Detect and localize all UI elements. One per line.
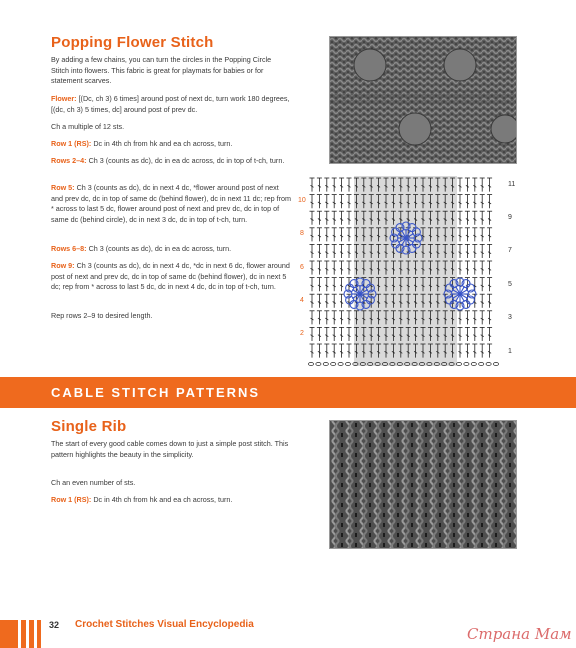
chain-stitch-symbol [493,362,498,365]
popping-chain: Ch a multiple of 12 sts. [51,122,125,131]
chart-row-number-10: 10 [298,197,306,204]
chain-stitch-symbol [338,362,343,365]
chart-row-number-11: 11 [508,181,516,188]
row1-label: Row 1 (RS): [51,139,92,148]
chart-row-number-8: 8 [300,230,304,237]
single-rib-row1-text: Dc in 4th ch from hk and ea ch across, turn. [93,495,233,504]
section-banner [0,377,576,408]
chart-row-number-9: 9 [508,214,512,221]
chain-stitch-symbol [471,362,476,365]
popping-flower-swatch-photo [329,36,517,164]
section-banner-title: CABLE STITCH PATTERNS [51,385,261,400]
rows24-text: Ch 3 (counts as dc), dc in ea dc across, dc in top of t-ch, turn. [88,156,285,165]
row9-text: Ch 3 (counts as dc), dc in next 4 dc, *dc in next 6 dc, flower around post of next and prev dc, dc in top of same dc (behind flower), dc in next 5 dc; rep from * across to last 5 dc, dc in next 4 dc, dc in top of t-ch, turn. [51,261,290,292]
chart-row-number-6: 6 [300,264,304,271]
footer-accent-bar [0,620,18,648]
section-title-single-rib: Single Rib [51,418,127,435]
flower-label: Flower: [51,94,77,103]
rows24-label: Rows 2–4: [51,156,87,165]
popping-rows6-8 [51,244,291,255]
chain-stitch-symbol [316,362,321,365]
chain-stitch-symbol [323,362,328,365]
stitch-chart-svg [298,172,523,370]
chart-row-number-3: 3 [508,314,512,321]
single-rib-row1 [51,495,291,506]
chain-stitch-symbol [479,362,484,365]
footer-accent-stripe [29,620,34,648]
page-number: 32 [49,620,60,630]
chain-stitch-symbol [486,362,491,365]
site-watermark: Страна Мам [467,625,572,643]
flower-text: [(Dc, ch 3) 6 times] around post of next dc, turn work 180 degrees, [(dc, ch 3) 5 times, dc] around post of prev dc. [51,94,290,114]
chart-row-number-2: 2 [300,330,304,337]
row1-text: Dc in 4th ch from hk and ea ch across, turn. [93,139,233,148]
chain-stitch-symbol [456,362,461,365]
popping-intro: By adding a few chains, you can turn the circles in the Popping Circle Stitch into flowers. This fabric is great for playmats for babies or for statement scarves. [51,55,272,86]
chart-row-number-1: 1 [508,348,512,355]
chain-stitch-symbol [464,362,469,365]
row9-label: Row 9: [51,261,75,270]
book-title: Crochet Stitches Visual Encyclopedia [75,619,254,630]
chart-row-number-7: 7 [508,247,512,254]
chain-stitch-symbol [308,362,313,365]
single-rib-swatch-photo [329,420,517,549]
chart-row-number-4: 4 [300,297,304,304]
footer-accent-stripe [21,620,26,648]
popping-repeat: Rep rows 2–9 to desired length. [51,311,153,320]
single-rib-chain: Ch an even number of sts. [51,478,136,487]
chart-row-number-5: 5 [508,281,512,288]
row5-text: Ch 3 (counts as dc), dc in next 4 dc, *flower around post of next and prev dc, dc in top of same dc (behind flower), dc in next 11 dc; rep from * across to last 5 dc, flower around post of next and prev dc, dc in top of same dc (behind circle), dc in next 3 dc, dc in top of t-ch, turn. [51,183,291,224]
popping-row5 [51,183,291,225]
section-title-popping-flower: Popping Flower Stitch [51,34,214,51]
popping-flower-stitch-chart [298,172,523,370]
popping-rows2-4 [51,156,291,167]
row5-label: Row 5: [51,183,75,192]
chart-repeat-shading [354,176,457,366]
popping-flower-instruction [51,94,291,115]
popping-row1 [51,139,291,150]
footer-accent-stripe [37,620,41,648]
single-rib-row1-label: Row 1 (RS): [51,495,92,504]
rows68-text: Ch 3 (counts as dc), dc in ea dc across, turn. [88,244,232,253]
rows68-label: Rows 6–8: [51,244,87,253]
chain-stitch-symbol [345,362,350,365]
single-rib-intro: The start of every good cable comes down to just a simple post stitch. This pattern highlights the beauty in the simplicity. [51,439,289,459]
chain-stitch-symbol [331,362,336,365]
popping-row9 [51,261,291,293]
